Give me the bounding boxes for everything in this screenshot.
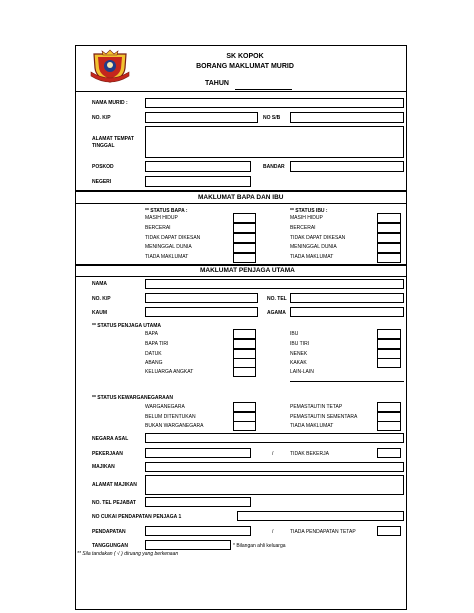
mother-status-checkbox[interactable] <box>377 243 401 253</box>
father-status-checkbox[interactable] <box>233 223 256 233</box>
father-status-checkbox[interactable] <box>233 233 256 243</box>
employer-label: MAJIKAN <box>92 464 115 470</box>
citizenship-checkbox[interactable] <box>377 402 401 412</box>
student-sb-field[interactable] <box>290 112 404 123</box>
citizenship-option: PEMASTAUTIN TETAP <box>290 404 343 410</box>
postcode-label: POSKOD <box>92 164 114 170</box>
tax-number-field[interactable] <box>237 511 404 521</box>
father-status-checkbox[interactable] <box>233 253 256 263</box>
mother-status-label: ** STATUS IBU : <box>290 208 328 214</box>
race-label: KAUM <box>92 310 107 316</box>
father-status-checkbox[interactable] <box>233 243 256 253</box>
guardian-status-option: IBU <box>290 331 299 337</box>
father-option: MASIH HIDUP <box>145 215 178 221</box>
address-label-line2: TINGGAL <box>92 143 115 149</box>
divider <box>75 264 407 266</box>
guardian-ic-field[interactable] <box>145 293 258 303</box>
guardian-status-option: KELUARGA ANGKAT <box>145 369 194 375</box>
guardian-phone-label: NO. TEL <box>267 296 287 302</box>
citizenship-option: WARGANEGARA <box>145 404 185 410</box>
divider <box>75 276 407 277</box>
father-option: BERCERAI <box>145 225 171 231</box>
city-field[interactable] <box>290 161 404 172</box>
student-name-label: NAMA MURID : <box>92 100 128 106</box>
footnote: ** Sila tandakan ( √ ) diruang yang berkenaan <box>77 551 179 557</box>
guardian-section-title: MAKLUMAT PENJAGA UTAMA <box>200 267 295 274</box>
guardian-status-option: ABANG <box>145 360 163 366</box>
citizenship-option: PEMASTAUTIN SEMENTARA <box>290 414 358 420</box>
student-sb-label: NO S/B <box>263 115 281 121</box>
guardian-ic-label: NO. K/P <box>92 296 111 302</box>
dependents-note: * Bilangan ahli keluarga <box>233 543 286 549</box>
guardian-status-checkbox[interactable] <box>377 329 401 339</box>
no-job-checkbox[interactable] <box>377 448 401 458</box>
father-option: TIADA MAKLUMAT <box>145 254 189 260</box>
office-phone-field[interactable] <box>145 497 251 507</box>
student-name-field[interactable] <box>145 98 404 108</box>
father-option: TIDAK DAPAT DIKESAN <box>145 235 201 241</box>
citizenship-option: TIADA MAKLUMAT <box>290 423 334 429</box>
divider <box>75 190 407 192</box>
guardian-status-checkbox[interactable] <box>377 358 401 368</box>
school-crest-logo <box>88 48 132 84</box>
slash-separator: / <box>272 529 274 535</box>
form-title: BORANG MAKLUMAT MURID <box>196 63 294 70</box>
job-field[interactable] <box>145 448 251 458</box>
no-income-label: TIADA PENDAPATAN TETAP <box>290 529 356 535</box>
citizenship-checkbox[interactable] <box>233 421 256 431</box>
guardian-status-checkbox[interactable] <box>233 367 256 377</box>
other-specify-line[interactable] <box>290 381 404 382</box>
guardian-status-label: ** STATUS PENJAGA UTAMA <box>92 323 161 329</box>
mother-status-checkbox[interactable] <box>377 223 401 233</box>
tax-number-label: NO CUKAI PENDAPATAN PENJAGA 1 <box>92 514 182 520</box>
slash-separator: / <box>272 451 274 457</box>
guardian-status-option: NENEK <box>290 351 308 357</box>
mother-option: TIADA MAKLUMAT <box>290 254 334 260</box>
state-label: NEGERI <box>92 179 112 185</box>
father-status-checkbox[interactable] <box>233 213 256 223</box>
guardian-status-option: BAPA TIRI <box>145 341 169 347</box>
office-phone-label: NO. TEL PEJABAT <box>92 500 136 506</box>
postcode-field[interactable] <box>145 161 251 172</box>
origin-country-label: NEGARA ASAL <box>92 436 129 442</box>
state-field[interactable] <box>145 176 251 187</box>
job-label: PEKERJAAN <box>92 451 123 457</box>
guardian-status-option: LAIN-LAIN <box>290 369 314 375</box>
mother-option: MENINGGAL DUNIA <box>290 244 337 250</box>
employer-address-label: ALAMAT MAJIKAN <box>92 482 137 488</box>
race-field[interactable] <box>145 307 258 317</box>
citizenship-checkbox[interactable] <box>377 421 401 431</box>
origin-country-field[interactable] <box>145 433 404 443</box>
citizenship-checkbox[interactable] <box>233 402 256 412</box>
citizenship-option: BELUM DITENTUKAN <box>145 414 196 420</box>
dependents-label: TANGGUNGAN <box>92 543 129 549</box>
employer-address-field[interactable] <box>145 475 404 495</box>
citizenship-option: BUKAN WARGANEGARA <box>145 423 204 429</box>
guardian-name-field[interactable] <box>145 279 404 289</box>
divider <box>75 203 407 204</box>
guardian-status-option: BAPA <box>145 331 158 337</box>
religion-label: AGAMA <box>267 310 286 316</box>
income-field[interactable] <box>145 526 251 536</box>
year-field[interactable] <box>235 82 292 90</box>
mother-status-checkbox[interactable] <box>377 233 401 243</box>
student-ic-field[interactable] <box>145 112 258 123</box>
year-row <box>205 72 292 87</box>
guardian-status-checkbox[interactable] <box>233 329 256 339</box>
student-ic-label: NO. K/P <box>92 115 111 121</box>
employer-field[interactable] <box>145 462 404 472</box>
mother-option: TIDAK DAPAT DIKESAN <box>290 235 346 241</box>
dependents-field[interactable] <box>145 540 231 550</box>
guardian-status-option: IBU TIRI <box>290 341 310 347</box>
guardian-status-option: KAKAK <box>290 360 307 366</box>
guardian-status-checkbox[interactable] <box>377 339 401 349</box>
income-label: PENDAPATAN <box>92 529 126 535</box>
guardian-phone-field[interactable] <box>290 293 404 303</box>
citizenship-status-label: ** STATUS KEWARGANEGARAAN <box>92 395 173 401</box>
parents-section-title: MAKLUMAT BAPA DAN IBU <box>198 194 284 201</box>
city-label: BANDAR <box>263 164 285 170</box>
father-option: MENINGGAL DUNIA <box>145 244 192 250</box>
no-income-checkbox[interactable] <box>377 526 401 536</box>
mother-option: MASIH HIDUP <box>290 215 323 221</box>
guardian-status-option: DATUK <box>145 351 162 357</box>
school-name: SK KOPOK <box>226 53 264 60</box>
year-label: TAHUN <box>205 80 229 87</box>
address-label: ALAMAT TEMPAT <box>92 136 134 142</box>
divider <box>75 91 407 92</box>
father-status-label: ** STATUS BAPA : <box>145 208 188 214</box>
mother-status-checkbox[interactable] <box>377 213 401 223</box>
mother-status-checkbox[interactable] <box>377 253 401 263</box>
guardian-name-label: NAMA <box>92 281 107 287</box>
no-job-label: TIDAK BEKERJA <box>290 451 329 457</box>
mother-option: BERCERAI <box>290 225 316 231</box>
guardian-status-checkbox[interactable] <box>233 339 256 349</box>
religion-field[interactable] <box>290 307 404 317</box>
address-field[interactable] <box>145 126 404 158</box>
